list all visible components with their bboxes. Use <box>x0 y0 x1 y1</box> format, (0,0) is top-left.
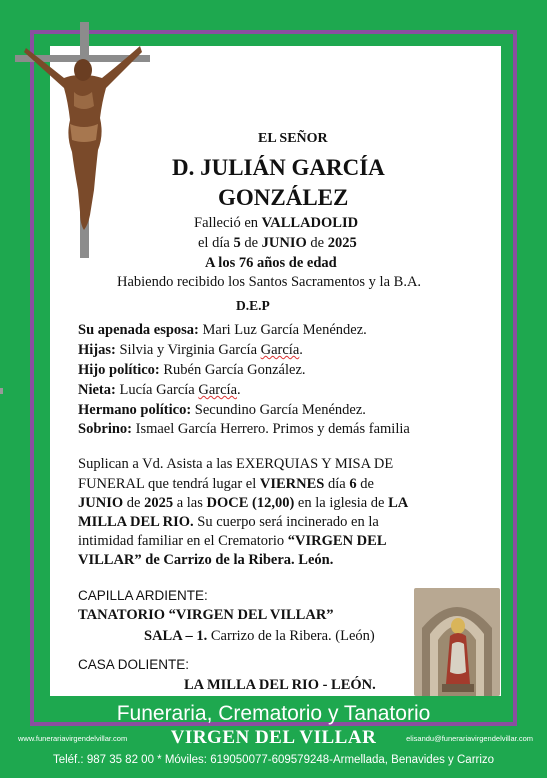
crucifix-icon <box>24 40 144 240</box>
family-nephew: Sobrino: Ismael García Herrero. Primos y demás familia <box>78 421 410 437</box>
family-son-in-law: Hijo político: Rubén García González. <box>78 362 306 378</box>
family-spouse: Su apenada esposa: Mari Luz García Menéndez. <box>78 322 367 338</box>
family-granddaughter: Nieta: Lucía García García. <box>78 382 241 398</box>
house-location: LA MILLA DEL RIO - LEÓN. <box>184 677 376 693</box>
sacraments-note: Habiendo recibido los Santos Sacramentos y la B.A. <box>117 274 422 290</box>
funeral-line-3: JUNIO de 2025 a las DOCE (12,00) en la iglesia de LA <box>78 495 409 511</box>
funeral-line-5: intimidad familiar en el Crematorio “VIRGEN DEL <box>78 533 387 549</box>
chapel-tanatorio: TANATORIO “VIRGEN DEL VILLAR” <box>78 607 334 623</box>
family-brother-in-law: Hermano político: Secundino García Menéndez. <box>78 402 366 418</box>
funeral-line-4: MILLA DEL RIO. Su cuerpo será incinerado en la <box>78 514 379 530</box>
death-date: el día 5 de JUNIO de 2025 <box>198 235 357 251</box>
chapel-room: SALA – 1. Carrizo de la Ribera. (León) <box>144 628 375 644</box>
death-place: Falleció en VALLADOLID <box>194 215 359 231</box>
funeral-line-1: Suplican a Vd. Asista a las EXERQUIAS Y MISA DE <box>78 456 394 472</box>
dep: D.E.P <box>236 298 270 313</box>
footer-website[interactable]: www.funerariavirgendelvillar.com <box>18 734 128 743</box>
house-title: CASA DOLIENTE: <box>78 657 190 672</box>
virgin-statue-image <box>414 588 500 696</box>
family-daughters: Hijas: Silvia y Virginia García García. <box>78 342 303 358</box>
age: A los 76 años de edad <box>205 255 337 271</box>
deceased-name-line2: GONZÁLEZ <box>218 185 349 210</box>
title-senor: EL SEÑOR <box>258 131 328 146</box>
footer-brand: VIRGEN DEL VILLAR <box>170 727 377 748</box>
footer-phones: Teléf.: 987 35 82 00 * Móviles: 619050077-609579248-Armellada, Benavides y Carrizo <box>52 754 495 766</box>
deceased-name-line1: D. JULIÁN GARCÍA <box>172 155 385 180</box>
footer-email[interactable]: elisandu@funerariavirgendelvillar.com <box>406 734 533 743</box>
chapel-title: CAPILLA ARDIENTE: <box>78 588 208 603</box>
footer-title: Funeraria, Crematorio y Tanatorio <box>116 702 431 725</box>
funeral-line-6: VILLAR” de Carrizo de la Ribera. León. <box>78 552 334 568</box>
funeral-line-2: FUNERAL que tendrá lugar el VIERNES día 6 de <box>78 476 374 492</box>
edge-mark <box>0 388 3 394</box>
